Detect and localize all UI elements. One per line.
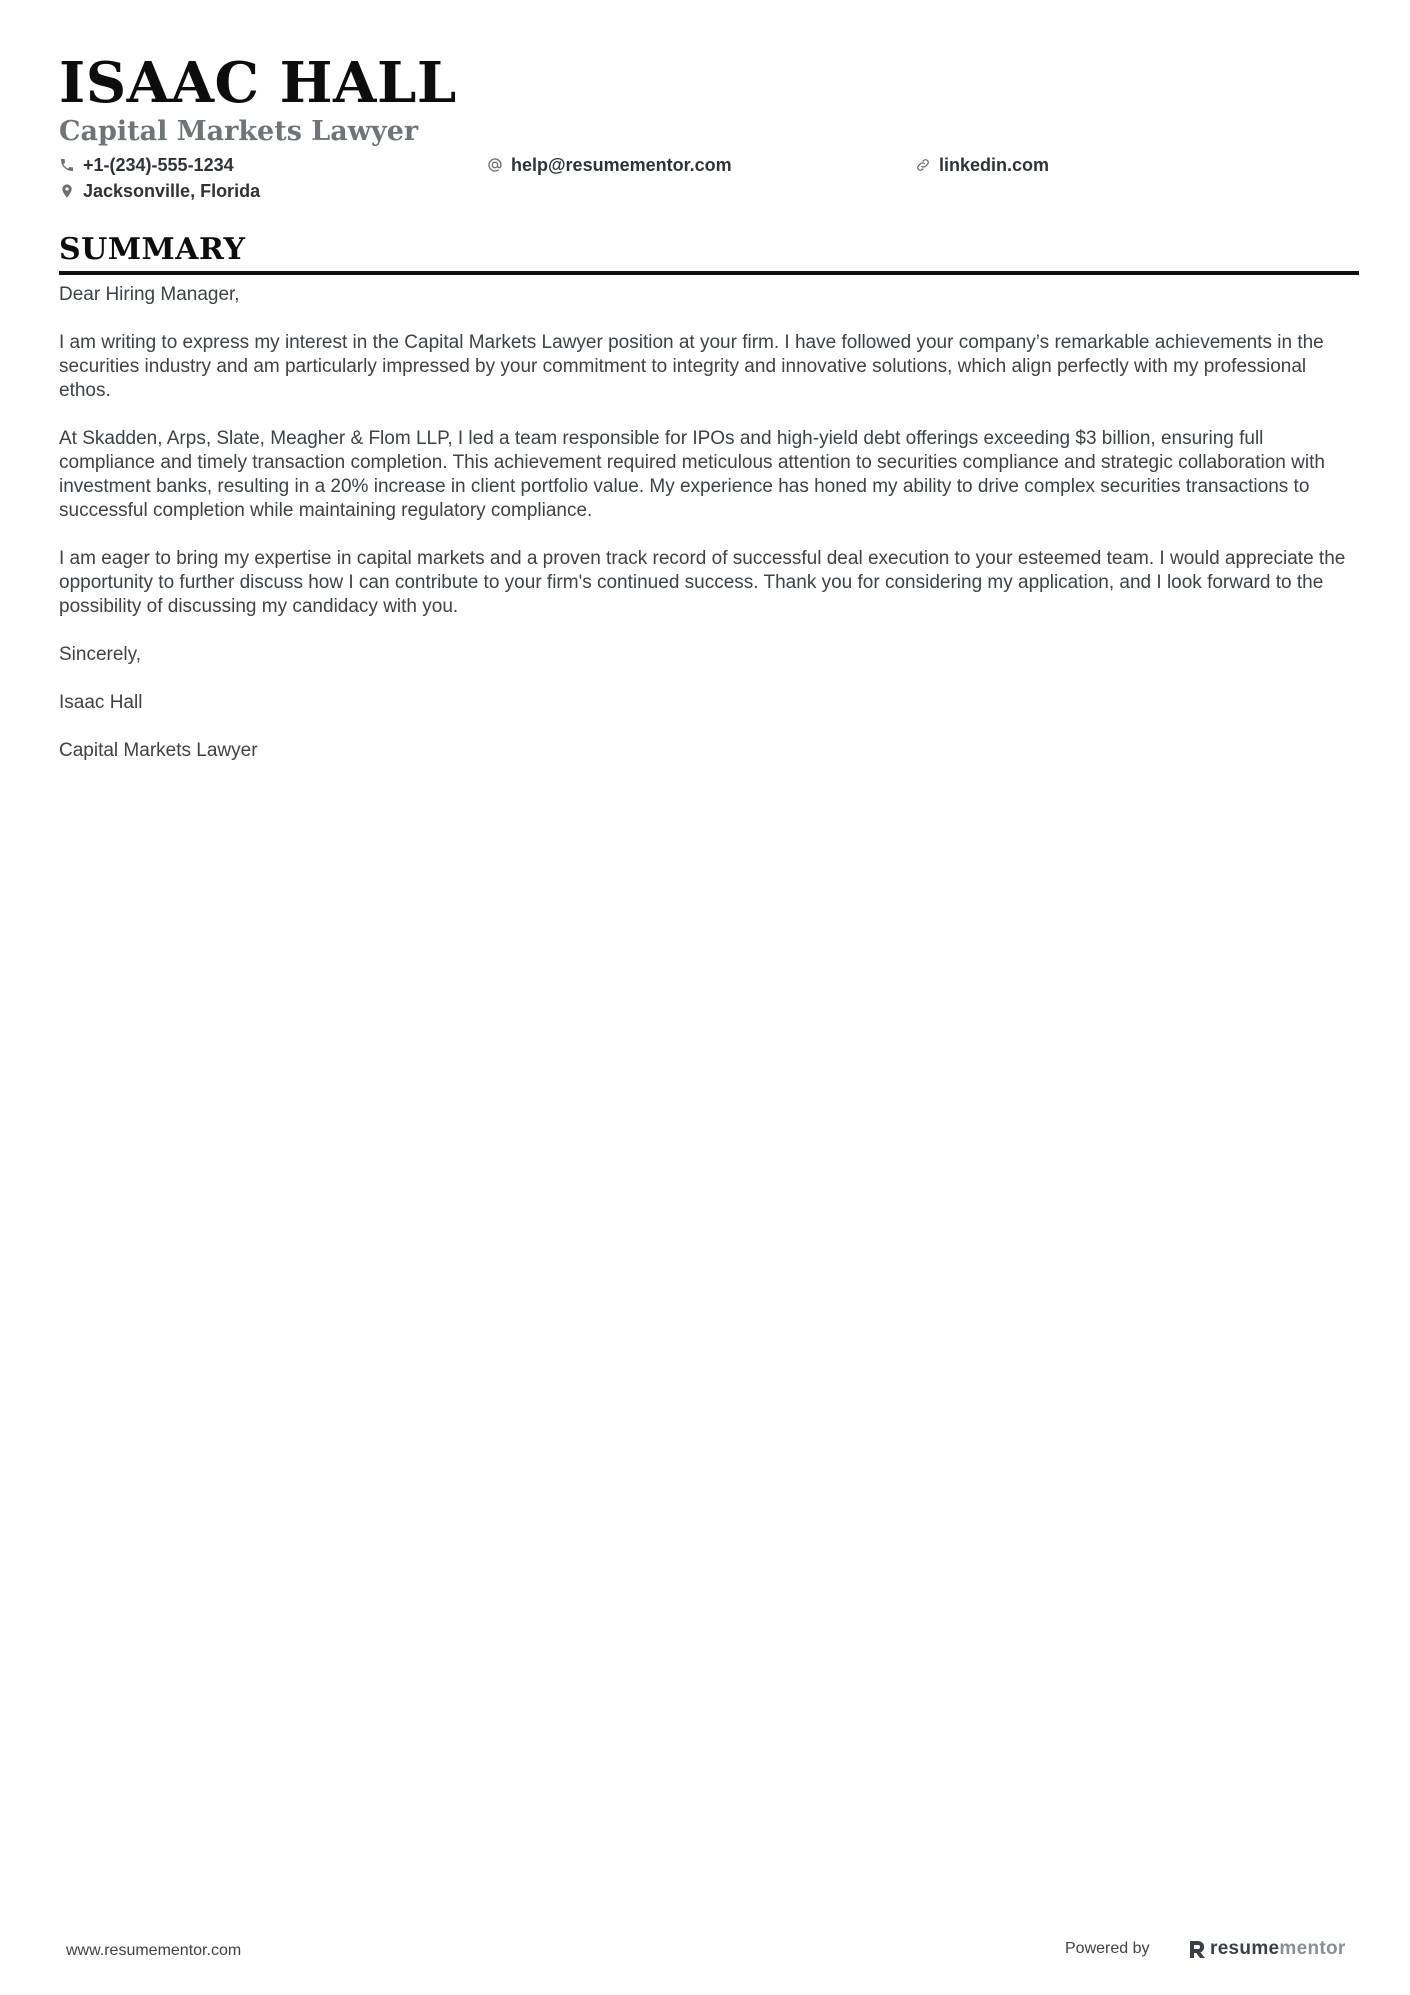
logo-text-accent: mentor (1279, 1938, 1346, 1959)
signature-title: Capital Markets Lawyer (59, 740, 258, 761)
letter-closing: Sincerely, (59, 644, 142, 665)
letter-greeting: Dear Hiring Manager, (59, 284, 240, 305)
contact-link (915, 154, 1215, 176)
powered-by-label: Powered by (1065, 1940, 1150, 1957)
section-divider (59, 271, 1359, 275)
phone-icon (59, 157, 75, 173)
resumementor-logo-icon (1188, 1939, 1206, 1959)
link-text: linkedin.com (939, 154, 1050, 175)
email-text: help@resumementor.com (511, 154, 732, 175)
contact-phone (59, 154, 487, 176)
link-icon (915, 157, 931, 173)
contact-email (487, 154, 915, 176)
candidate-role: Capital Markets Lawyer (59, 116, 419, 147)
at-icon (487, 157, 503, 173)
letter-paragraph-2: At Skadden, Arps, Slate, Meagher & Flom LLP, I led a team responsible for IPOs and high-yield debt offerings exceeding $3 billion, ensuring full compliance and timely transaction completion. This achievement required meticulous attention to securities compliance and strategic collaboration with investment banks, resulting in a 20% increase in client portfolio value. My experience has honed my ability to drive complex securities transactions to successful completion while maintaining regulatory compliance. (59, 428, 1325, 521)
letter-paragraph-1: I am writing to express my interest in the Capital Markets Lawyer position at your firm. I have followed your company’s remarkable achievements in the securities industry and am particularly impressed by your commitment to integrity and innovative solutions, which align perfectly with my professional ethos. (59, 332, 1324, 401)
resume-page (59, 46, 1359, 787)
resumementor-logo[interactable] (1188, 1938, 1346, 1960)
page-footer (0, 1938, 1410, 1968)
location-pin-icon (59, 183, 75, 199)
logo-text-main: resume (1210, 1938, 1280, 1959)
contact-info (59, 154, 1359, 202)
signature-name: Isaac Hall (59, 692, 143, 713)
phone-text: +1-(234)-555-1234 (83, 154, 234, 175)
location-text: Jacksonville, Florida (83, 180, 261, 201)
cover-letter-body (59, 283, 1359, 763)
summary-heading: SUMMARY (59, 232, 246, 267)
letter-paragraph-3: I am eager to bring my expertise in capital markets and a proven track record of successful deal execution to your esteemed team. I would appreciate the opportunity to further discuss how I can contribute to your firm's continued success. Thank you for considering my application, and I look forward to the possibility of discussing my candidacy with you. (59, 548, 1346, 617)
candidate-name: ISAAC HALL (59, 50, 457, 116)
footer-url[interactable]: www.resumementor.com (66, 1942, 242, 1959)
contact-location (59, 180, 487, 202)
